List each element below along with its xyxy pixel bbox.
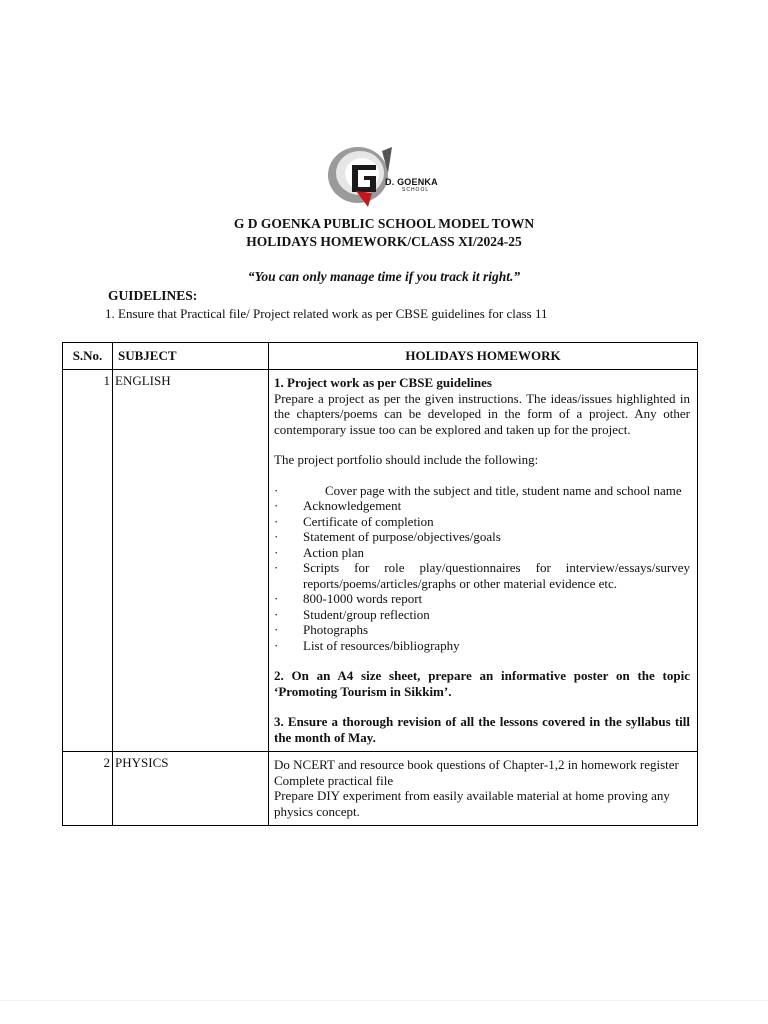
list-item: · Photographs xyxy=(274,622,368,637)
list-item: · List of resources/bibliography xyxy=(274,637,460,653)
list-item: · Acknowledgement xyxy=(274,498,402,513)
physics-line: Prepare DIY experiment from easily available material at home proving any physics concept. xyxy=(274,788,670,819)
homework-table xyxy=(62,342,698,826)
list-item: · Student/group reflection xyxy=(274,606,430,622)
row-sno: 1 xyxy=(63,370,113,752)
school-logo xyxy=(322,143,440,209)
physics-line: Complete practical file xyxy=(274,772,394,788)
english-item3: 3. Ensure a thorough revision of all the lessons covered in the syllabus till the month of May. xyxy=(274,714,690,745)
english-item1-title: 1. Project work as per CBSE guidelines xyxy=(274,375,492,390)
english-item2: 2. On an A4 size sheet, prepare an informative poster on the topic ‘Promoting Tourism in Sikkim’. xyxy=(274,668,690,699)
list-item: · Certificate of completion xyxy=(274,513,434,529)
row-homework xyxy=(269,752,698,826)
logo-wordmark: D. GOENKA xyxy=(385,177,438,187)
row-subject: PHYSICS xyxy=(113,752,269,826)
header-subject: SUBJECT xyxy=(113,343,269,370)
table-row xyxy=(63,370,698,752)
english-item1-text: Prepare a project as per the given instructions. The ideas/issues highlighted in the chapters/poems can be developed in the form of a project. Any other contemporary issue too can be explored and taken up for the project. xyxy=(274,390,690,437)
header-homework: HOLIDAYS HOMEWORK xyxy=(269,343,698,370)
school-name: G D GOENKA PUBLIC SCHOOL MODEL TOWN xyxy=(233,216,535,231)
english-portfolio-intro: The project portfolio should include the following: xyxy=(274,452,539,467)
row-homework xyxy=(269,370,698,752)
guidelines-heading: GUIDELINES: xyxy=(108,288,198,303)
list-item: · Action plan xyxy=(274,544,365,560)
page-edge-divider xyxy=(0,1000,768,1001)
row-sno: 2 xyxy=(63,752,113,826)
header-sno: S.No. xyxy=(63,343,113,370)
quote: “You can only manage time if you track it right.” xyxy=(247,269,521,284)
list-item: · Cover page with the subject and title, student name and school name xyxy=(274,482,682,498)
table-header-row xyxy=(63,343,698,370)
physics-line: Do NCERT and resource book questions of Chapter-1,2 in homework register xyxy=(274,757,679,772)
page-title: HOLIDAYS HOMEWORK/CLASS XI/2024-25 xyxy=(246,234,522,249)
table-row xyxy=(63,752,698,826)
guideline-item: 1. Ensure that Practical file/ Project related work as per CBSE guidelines for class 11 xyxy=(105,306,548,321)
logo-emblem-icon xyxy=(322,143,440,209)
list-item: · 800-1000 words report xyxy=(274,591,423,606)
list-item: · Scripts for role play/questionnaires for interview/essays/survey reports/poems/articles/graphs or other material evidence etc. xyxy=(274,560,690,591)
logo-subtext: SCHOOL xyxy=(402,187,430,193)
row-subject: ENGLISH xyxy=(113,370,269,752)
list-item: · Statement of purpose/objectives/goals xyxy=(274,529,501,544)
